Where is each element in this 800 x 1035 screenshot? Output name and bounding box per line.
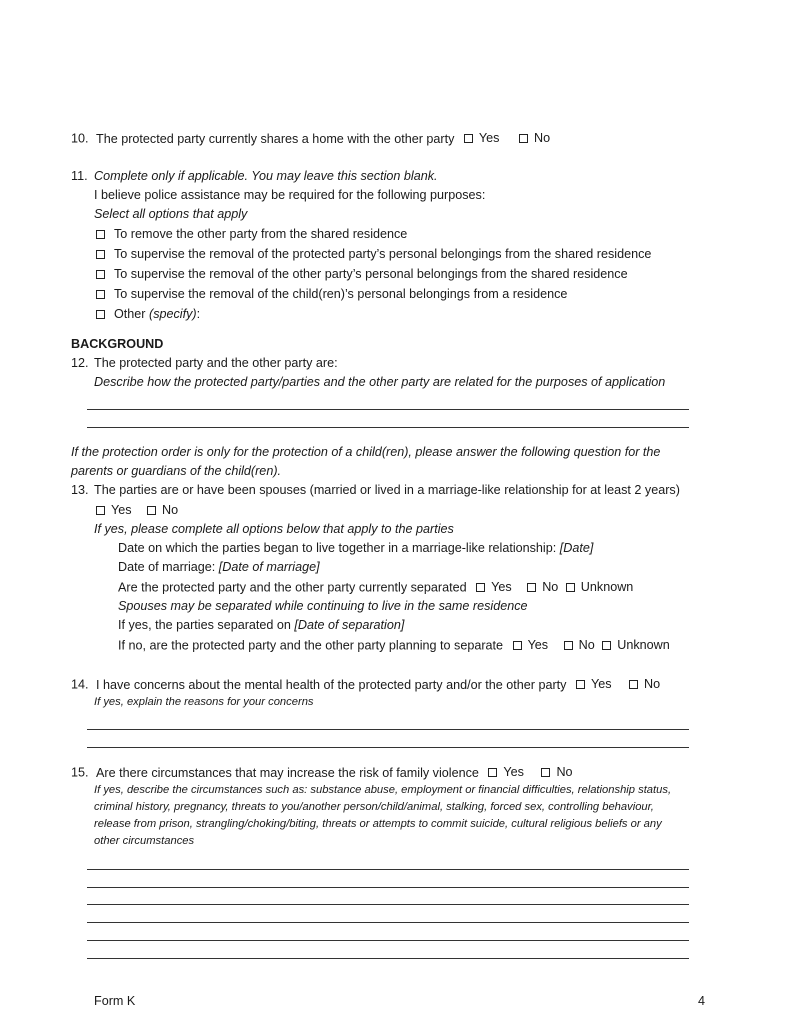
- police-option-1: [96, 227, 407, 241]
- question-number: 15.: [71, 765, 89, 780]
- other-specify: (specify): [149, 307, 197, 321]
- question-number: 14.: [71, 677, 89, 692]
- question-13-instruction: If yes, please complete all options below that apply to the parties: [94, 522, 454, 536]
- answer-line[interactable]: [87, 409, 689, 410]
- no-checkbox[interactable]: [519, 134, 528, 143]
- answer-line[interactable]: [87, 887, 689, 888]
- sep-date-label: If yes, the parties separated on: [118, 618, 291, 632]
- option-checkbox[interactable]: [96, 230, 105, 239]
- option-checkbox[interactable]: [96, 250, 105, 259]
- police-option-other: [96, 307, 200, 321]
- yes-label: Yes: [111, 503, 132, 517]
- question-15-instruction-3: release from prison, strangling/choking/biting, threats or attempts to commit suicide, cultural religious beliefs or any: [94, 818, 662, 830]
- question-13-answer: [96, 503, 178, 518]
- option-label: To supervise the removal of the protected party’s personal belongings from the shared residence: [114, 247, 652, 261]
- child-note-line-2: parents or guardians of the child(ren).: [71, 464, 282, 478]
- yes-checkbox[interactable]: [476, 583, 485, 592]
- question-text: I have concerns about the mental health of the protected party and/or the other party: [96, 677, 567, 692]
- yes-checkbox[interactable]: [513, 641, 522, 650]
- police-option-4: [96, 287, 567, 301]
- separation-date-field[interactable]: [Date of separation]: [294, 618, 405, 632]
- question-15-instruction-1: If yes, describe the circumstances such as: substance abuse, employment or financial difficulties, relationship status,: [94, 784, 672, 796]
- answer-line[interactable]: [87, 747, 689, 748]
- option-label: To supervise the removal of the child(ren)’s personal belongings from a residence: [114, 287, 568, 301]
- no-label: No: [542, 580, 559, 594]
- child-note-line-1: If the protection order is only for the protection of a child(ren), please answer the following question for the: [71, 445, 661, 459]
- option-checkbox[interactable]: [96, 290, 105, 299]
- answer-line[interactable]: [87, 940, 689, 941]
- question-text: The protected party currently shares a home with the other party: [96, 131, 455, 146]
- other-label: Other: [114, 307, 146, 321]
- police-option-3: [96, 267, 628, 281]
- unknown-label: Unknown: [580, 580, 634, 594]
- option-label: To supervise the removal of the other party’s personal belongings from the shared residence: [114, 267, 628, 281]
- other-checkbox[interactable]: [96, 310, 105, 319]
- yes-checkbox[interactable]: [464, 134, 473, 143]
- no-label: No: [533, 131, 551, 145]
- no-checkbox[interactable]: [527, 583, 536, 592]
- question-11-number: 11.: [71, 169, 88, 183]
- no-label: No: [162, 503, 179, 517]
- planning-label: If no, are the protected party and the other party planning to separate: [118, 638, 504, 653]
- question-10: [71, 131, 550, 146]
- question-11-intro: Complete only if applicable. You may leave this section blank.: [94, 169, 438, 183]
- question-15-instruction-4: other circumstances: [94, 835, 195, 847]
- began-label: Date on which the parties began to live together in a marriage-like relationship:: [118, 541, 557, 555]
- no-label: No: [644, 677, 661, 691]
- answer-line[interactable]: [87, 904, 689, 905]
- no-checkbox[interactable]: [629, 680, 638, 689]
- question-12-instruction: Describe how the protected party/parties and the other party are related for the purposes of application: [94, 375, 666, 389]
- question-14-instruction: If yes, explain the reasons for your concerns: [94, 696, 314, 708]
- no-checkbox[interactable]: [147, 506, 156, 515]
- unknown-checkbox[interactable]: [566, 583, 575, 592]
- spouses-note: Spouses may be separated while continuing to live in the same residence: [118, 599, 528, 613]
- question-11-instruction: Select all options that apply: [94, 207, 248, 221]
- unknown-checkbox[interactable]: [602, 641, 611, 650]
- question-number: 10.: [71, 131, 89, 146]
- option-checkbox[interactable]: [96, 270, 105, 279]
- yes-label: Yes: [527, 638, 549, 652]
- question-12-text: The protected party and the other party are:: [94, 356, 338, 370]
- question-15-instruction-2: criminal history, pregnancy, threats to you/another person/child/animal, stalking, forced sex, controlling behaviour,: [94, 801, 654, 813]
- currently-separated: [118, 580, 633, 595]
- question-text: Are there circumstances that may increase the risk of family violence: [96, 765, 479, 780]
- date-of-marriage: [118, 560, 320, 574]
- yes-label: Yes: [590, 677, 612, 691]
- planning-to-separate: [118, 638, 670, 653]
- marriage-date-field[interactable]: [Date of marriage]: [218, 560, 320, 574]
- page-number: 4: [698, 994, 706, 1008]
- question-14: [71, 677, 660, 692]
- answer-line[interactable]: [87, 729, 689, 730]
- question-12-number: 12.: [71, 356, 89, 370]
- background-heading: BACKGROUND: [71, 337, 164, 351]
- answer-line[interactable]: [87, 922, 689, 923]
- unknown-label: Unknown: [617, 638, 670, 652]
- no-checkbox[interactable]: [564, 641, 573, 650]
- separated-label: Are the protected party and the other party currently separated: [118, 580, 467, 595]
- police-option-2: [96, 247, 651, 261]
- yes-checkbox[interactable]: [576, 680, 585, 689]
- question-15: [71, 765, 573, 780]
- question-13-number: 13.: [71, 483, 89, 497]
- answer-line[interactable]: [87, 869, 689, 870]
- question-13-text: The parties are or have been spouses (married or lived in a marriage-like relationship for at least 2 years): [94, 483, 680, 497]
- no-checkbox[interactable]: [541, 768, 550, 777]
- question-11-text: I believe police assistance may be required for the following purposes:: [94, 188, 486, 202]
- no-label: No: [578, 638, 595, 652]
- marriage-label: Date of marriage:: [118, 560, 216, 574]
- began-date-field[interactable]: [Date]: [559, 541, 594, 555]
- yes-label: Yes: [491, 580, 512, 594]
- began-living-together: [118, 541, 593, 555]
- footer-form-name: Form K: [94, 994, 136, 1008]
- separation-date: [118, 618, 404, 632]
- yes-checkbox[interactable]: [96, 506, 105, 515]
- other-colon: :: [196, 307, 201, 321]
- yes-checkbox[interactable]: [488, 768, 497, 777]
- yes-label: Yes: [503, 765, 524, 779]
- no-label: No: [556, 765, 573, 779]
- yes-label: Yes: [478, 131, 500, 145]
- option-label: To remove the other party from the shared residence: [114, 227, 408, 241]
- answer-line[interactable]: [87, 958, 689, 959]
- answer-line[interactable]: [87, 427, 689, 428]
